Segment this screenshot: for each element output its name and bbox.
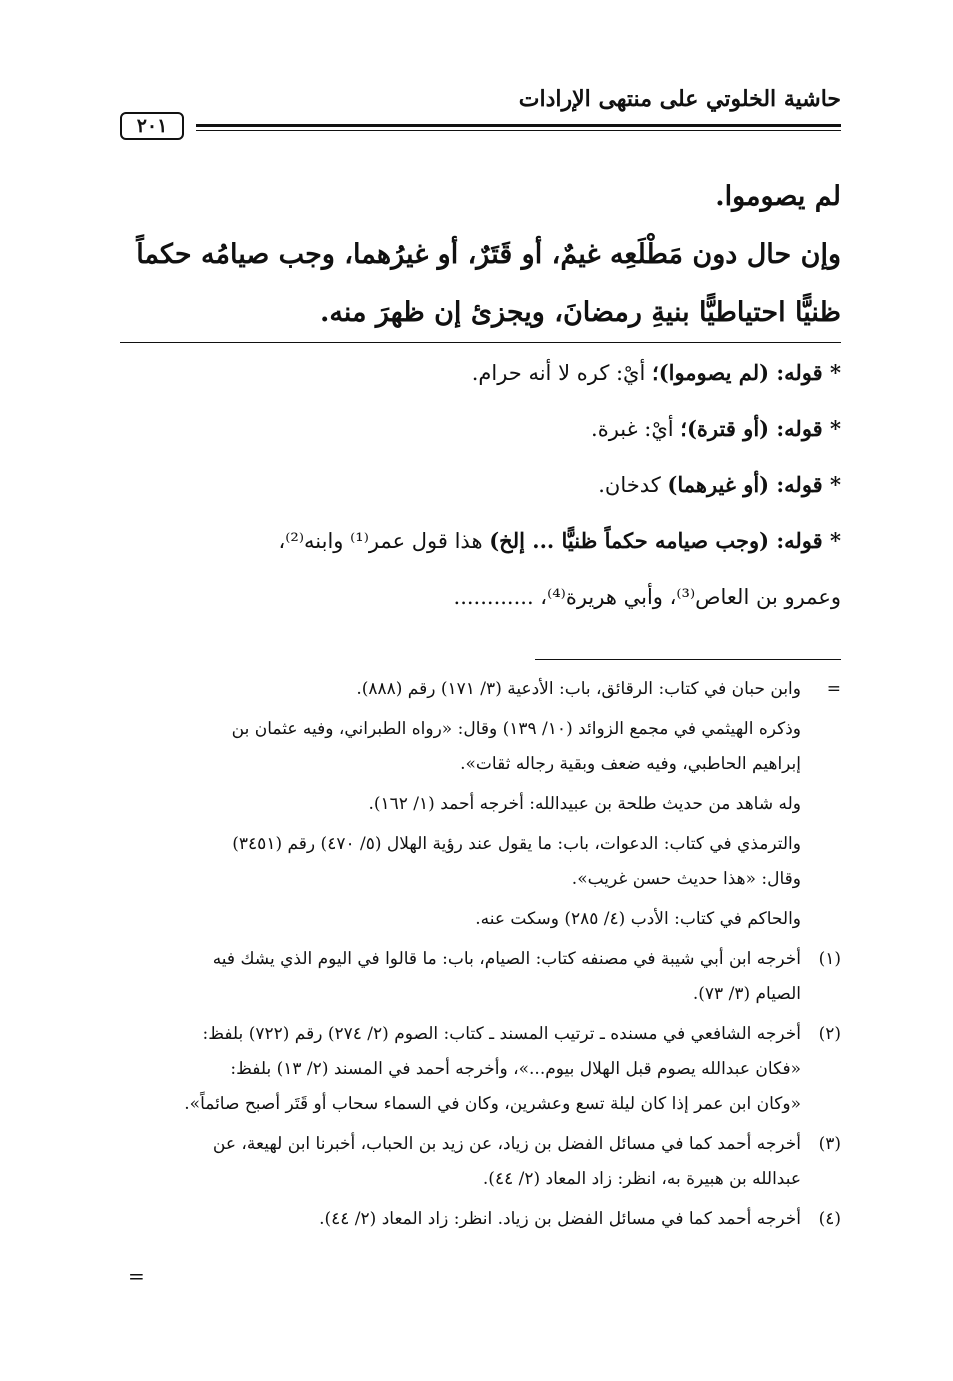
footnote-separator: [535, 659, 841, 660]
footnote-marker: (٣): [818, 1134, 841, 1154]
footnote-marker: (١): [818, 949, 841, 969]
footnote-line: أخرجه أحمد كما في مسائل الفضل بن زياد، عن زيد بن الحباب، أخبرنا ابن لهيعة، عن: [212, 1134, 801, 1154]
footnote: [120, 787, 841, 822]
footnote: [120, 902, 841, 937]
continuation-mark: =: [128, 1264, 145, 1288]
commentary-line: [120, 345, 841, 401]
page-number-box: ٢٠١: [120, 112, 184, 140]
footnote: [120, 1127, 841, 1197]
commentary-line: [120, 513, 841, 569]
commentary-lead: * قوله: (وجب صيامه حكماً ظنيًّا ... إلخ): [489, 528, 841, 553]
commentary-rest: أيْ: كره لا أنه حرام.: [471, 361, 653, 385]
running-title: حاشية الخلوتي على منتهى الإرادات: [518, 86, 841, 112]
footnote-line: والترمذي في كتاب: الدعوات، باب: ما يقول عند رؤية الهلال (٥/ ٤٧٠) رقم (٣٤٥١): [232, 834, 801, 854]
commentary-rest: أيْ: غبرة.: [591, 417, 681, 441]
main-text: [120, 168, 841, 342]
main-text-line: ظنيًّا احتياطيًّا بنيةِ رمضانَ، ويجزئ إن ظهرَ منه.: [319, 297, 841, 328]
footnote-line: أخرجه الشافعي في مسنده ـ ترتيب المسند ـ كتاب: الصوم (٢/ ٢٧٤) رقم (٧٢٢) بلفظ:: [202, 1024, 801, 1044]
footnote: [120, 1202, 841, 1237]
page-header: [120, 82, 841, 142]
text-divider: [120, 342, 841, 343]
footnote-line: وابن حبان في كتاب: الرقائق، باب: الأدعية (٣/ ١٧١) رقم (٨٨٨).: [356, 679, 801, 699]
footnote-marker: =: [826, 679, 841, 699]
footnote-line: «فكان عبدالله يصوم قبل الهلال بيوم...»، وأخرجه أحمد في المسند (٢/ ١٣) بلفظ:: [230, 1059, 801, 1079]
footnote-line: وقال: «هذا حديث حسن غريب».: [571, 869, 801, 889]
footnote: [120, 942, 841, 1012]
footnote-line: أخرجه أحمد كما في مسائل الفضل بن زياد. انظر: زاد المعاد (٢/ ٤٤).: [319, 1209, 801, 1229]
commentary-rest: كدخان.: [598, 473, 668, 497]
commentary: [120, 345, 841, 625]
footnotes: [120, 672, 841, 1237]
footnote-line: «وكان ابن عمر إذا كان ليلة تسع وعشرين، وكان في السماء سحاب أو قَتَر أصبح صائماً».: [184, 1094, 801, 1114]
commentary-rest: هذا قول عمر⁽¹⁾ وابنه⁽²⁾،: [278, 529, 490, 553]
header-rule-thin: [196, 130, 841, 131]
footnote: [120, 1017, 841, 1122]
footnote-line: وذكره الهيثمي في مجمع الزوائد (١٠/ ١٣٩) وقال: «رواه الطبراني، وفيه عثمان بن: [231, 719, 801, 739]
commentary-line: [120, 401, 841, 457]
commentary-lead: * قوله: (أو قترة)؛: [680, 416, 841, 441]
footnote: [120, 712, 841, 782]
footnote-line: وله شاهد من حديث طلحة بن عبيدالله: أخرجه أحمد (١/ ١٦٢).: [368, 794, 801, 814]
footnote-marker: (٢): [818, 1024, 841, 1044]
commentary-line: [120, 569, 841, 625]
commentary-line: [120, 457, 841, 513]
footnote-line: إبراهيم الحاطبي، وفيه ضعف وبقية رجاله ثقات».: [460, 754, 801, 774]
footnote: [120, 827, 841, 897]
footnote: [120, 672, 841, 707]
commentary-rest: وعمرو بن العاص⁽³⁾، وأبي هريرة⁽⁴⁾، ............: [453, 585, 841, 609]
main-text-line: لم يصوموا.: [715, 181, 841, 212]
header-rule-thick: [196, 124, 841, 127]
footnote-line: والحاكم في كتاب: الأدب (٤/ ٢٨٥) وسكت عنه.: [475, 909, 801, 929]
footnote-line: عبدالله بن هبيرة به، انظر: زاد المعاد (٢/ ٤٤).: [482, 1169, 801, 1189]
main-text-line: وإن حال دون مَطْلَعِه غيمٌ، أو قَتَرٌ، أو غيرُهما، وجب صيامُه حكماً: [136, 239, 841, 270]
footnote-line: الصيام (٣/ ٧٣).: [692, 984, 801, 1004]
commentary-lead: * قوله: (لم يصوموا)؛: [652, 360, 841, 385]
footnote-marker: (٤): [818, 1209, 841, 1229]
footnote-line: أخرجه ابن أبي شيبة في مصنفه كتاب: الصيام، باب: ما قالوا في اليوم الذي يشك فيه: [212, 949, 801, 969]
commentary-lead: * قوله: (أو غيرهما): [667, 472, 841, 497]
